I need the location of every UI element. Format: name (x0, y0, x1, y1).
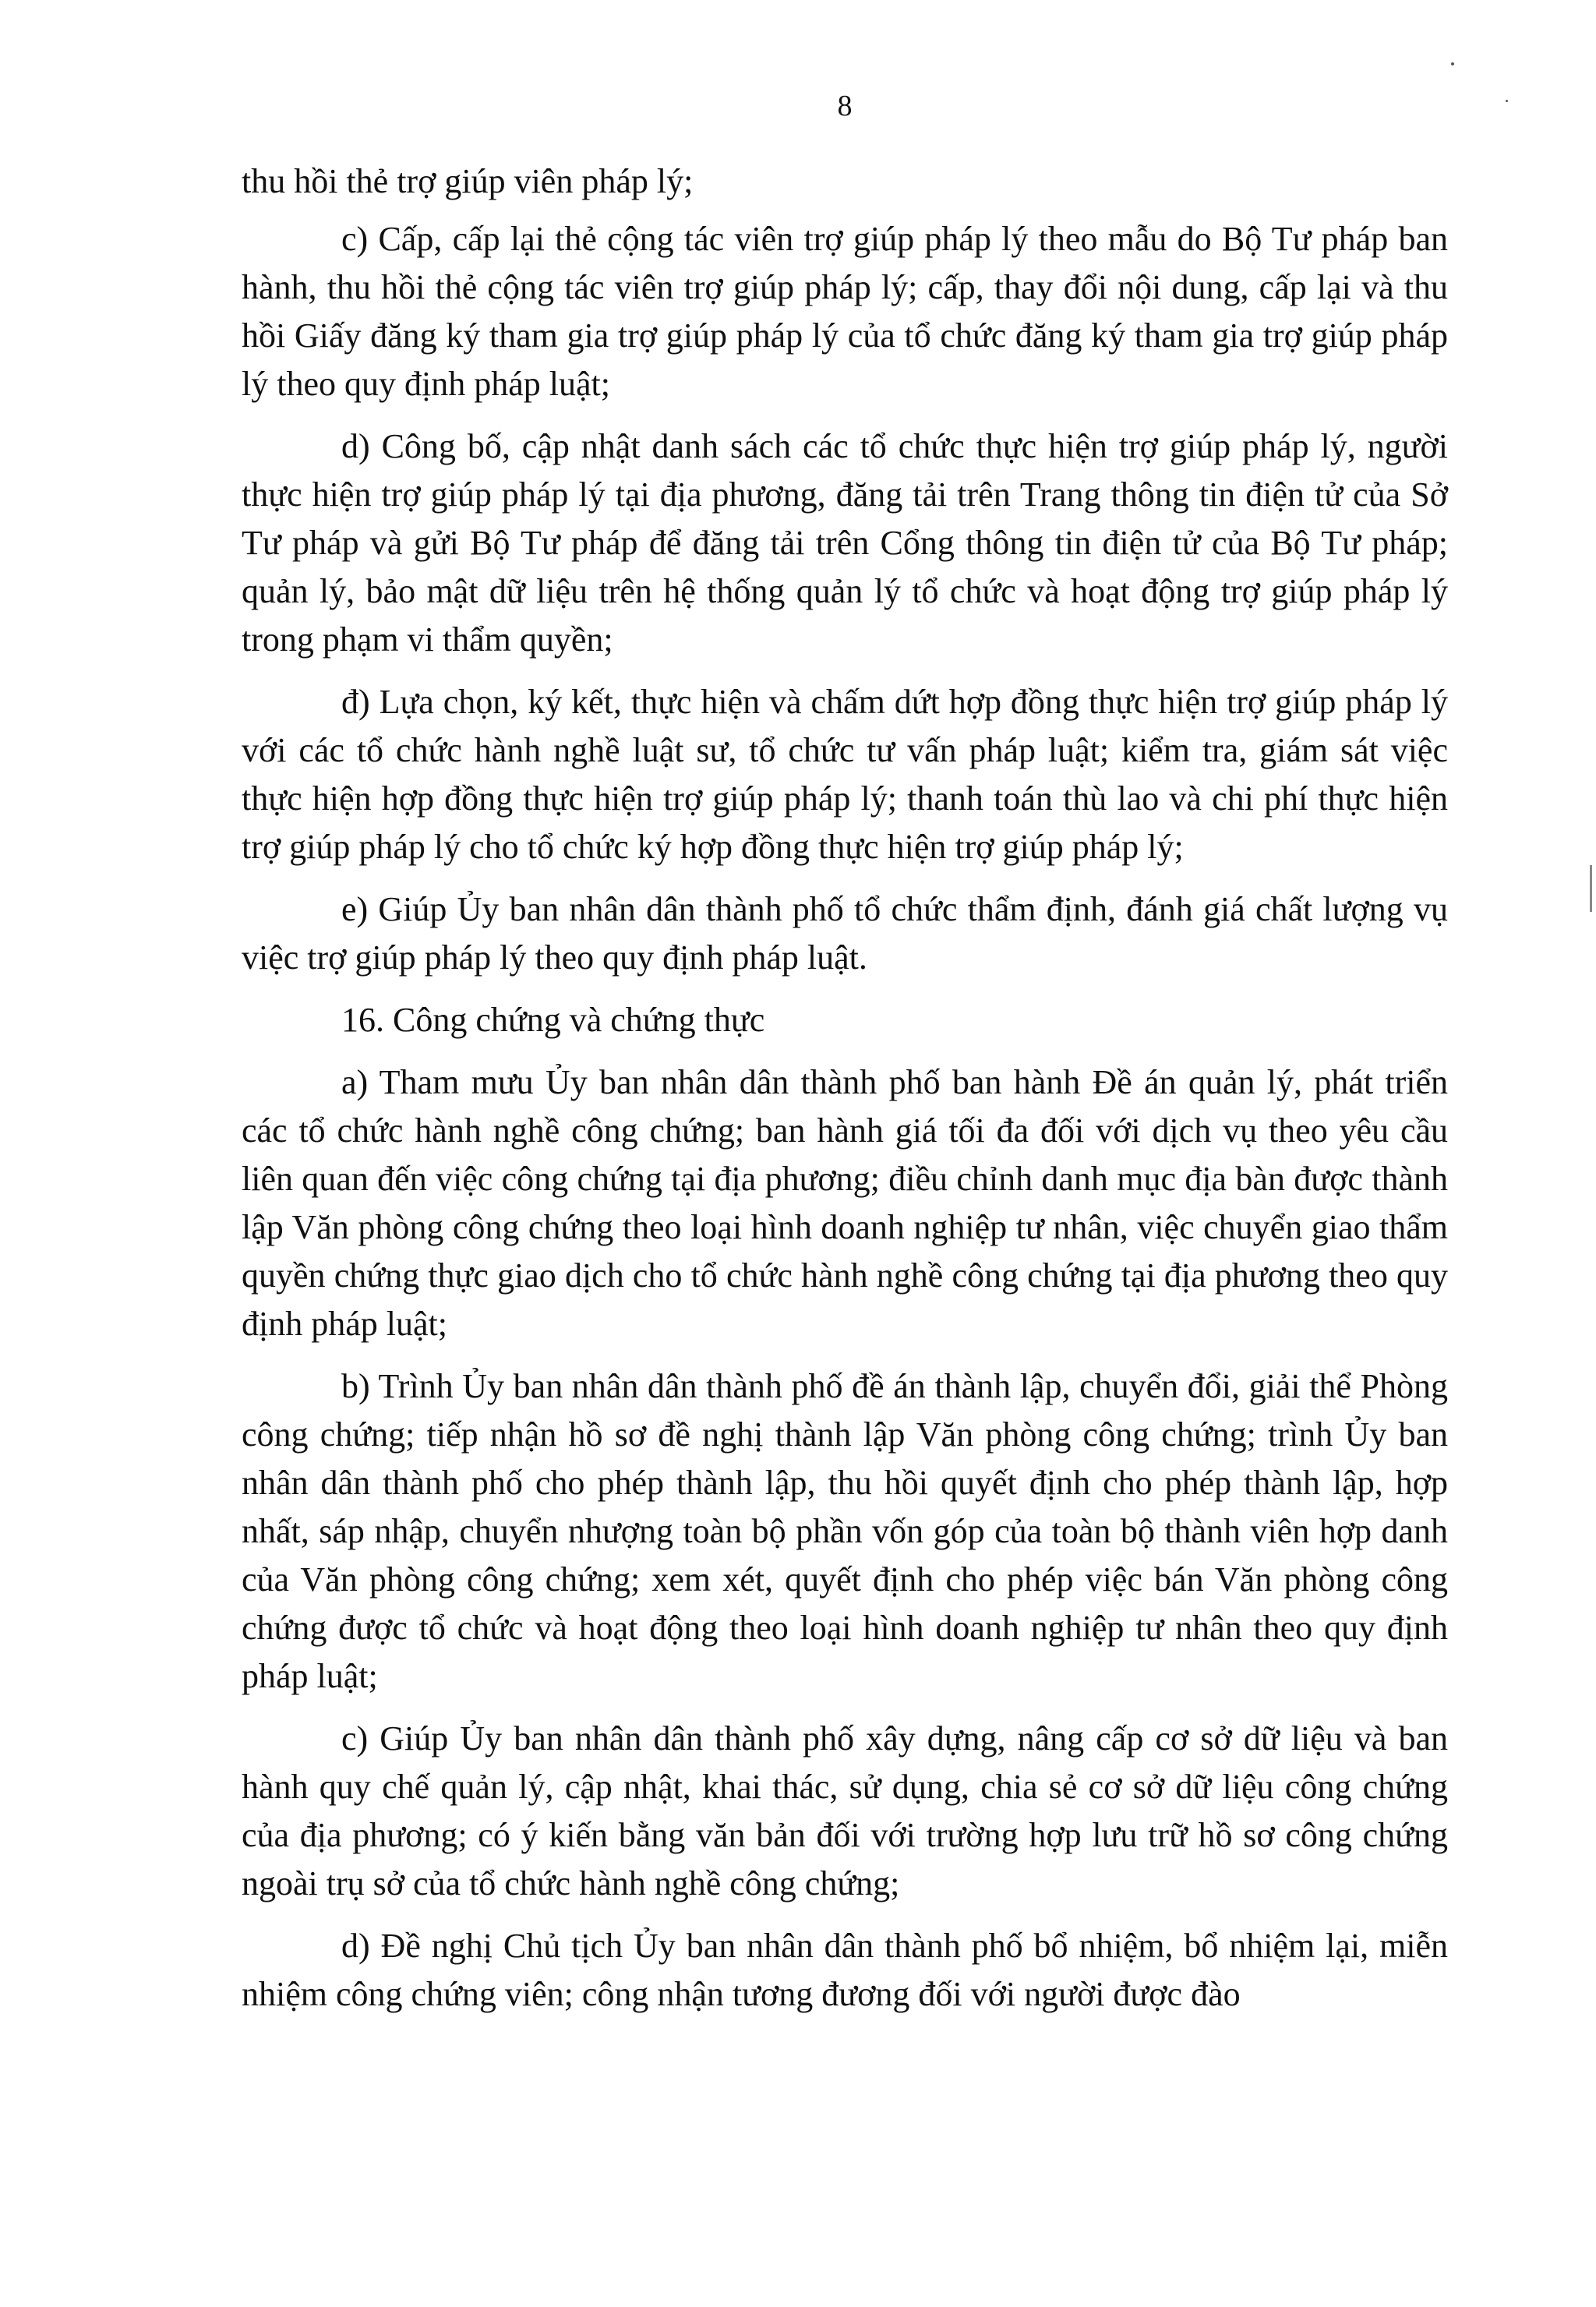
paragraph-d-publish-list: d) Công bố, cập nhật danh sách các tổ chức thực hiện trợ giúp pháp lý, người thực hiện trợ giúp pháp lý tại địa phương, đăng tải trên Trang thông tin điện tử của Sở Tư pháp và gửi Bộ Tư pháp để đăng tải trên Cổng thông tin điện tử của Bộ Tư pháp; quản lý, bảo mật dữ liệu trên hệ thống quản lý tổ chức và hoạt động trợ giúp pháp lý trong phạm vi thẩm quyền; (242, 427, 1448, 659)
scan-speck (1451, 62, 1454, 65)
page-number: 8 (837, 90, 853, 122)
paragraph-c-legal-aid-cards: c) Cấp, cấp lại thẻ cộng tác viên trợ giúp pháp lý theo mẫu do Bộ Tư pháp ban hành, thu hồi thẻ cộng tác viên trợ giúp pháp lý; cấp, thay đổi nội dung, cấp lại và thu hồi Giấy đăng ký tham gia trợ giúp pháp lý của tổ chức đăng ký tham gia trợ giúp pháp lý theo quy định pháp luật; (242, 220, 1448, 403)
paragraph-a-notary-plan: a) Tham mưu Ủy ban nhân dân thành phố ban hành Đề án quản lý, phát triển các tổ chức hành nghề công chứng; ban hành giá tối đa đối với dịch vụ theo yêu cầu liên quan đến việc công chứng tại địa phương; điều chỉnh danh mục địa bàn được thành lập Văn phòng công chứng theo loại hình doanh nghiệp tư nhân, việc chuyển giao thẩm quyền chứng thực giao dịch cho tổ chức hành nghề công chứng tại địa phương theo quy định pháp luật; (242, 1063, 1448, 1343)
paragraph-d-notary-appointment: d) Đề nghị Chủ tịch Ủy ban nhân dân thành phố bổ nhiệm, bổ nhiệm lại, miễn nhiệm công chứng viên; công nhận tương đương đối với người được đào (242, 1927, 1448, 2013)
paragraph-continuation: thu hồi thẻ trợ giúp viên pháp lý; (242, 162, 694, 200)
body-text (242, 157, 1448, 2033)
scan-speck (1590, 865, 1592, 912)
paragraph-e-quality-assessment: e) Giúp Ủy ban nhân dân thành phố tổ chức thẩm định, đánh giá chất lượng vụ việc trợ giúp pháp lý theo quy định pháp luật. (242, 890, 1448, 977)
section-heading-notarization: 16. Công chứng và chứng thực (341, 1001, 765, 1039)
paragraph-c-notary-database: c) Giúp Ủy ban nhân dân thành phố xây dựng, nâng cấp cơ sở dữ liệu và ban hành quy chế quản lý, cập nhật, khai thác, sử dụng, chia sẻ cơ sở dữ liệu công chứng của địa phương; có ý kiến bằng văn bản đối với trường hợp lưu trữ hồ sơ công chứng ngoài trụ sở của tổ chức hành nghề công chứng; (242, 1719, 1448, 1902)
scan-speck (1506, 100, 1508, 102)
paragraph-dd-contracts: đ) Lựa chọn, ký kết, thực hiện và chấm dứt hợp đồng thực hiện trợ giúp pháp lý với các tổ chức hành nghề luật sư, tổ chức tư vấn pháp luật; kiểm tra, giám sát việc thực hiện hợp đồng thực hiện trợ giúp pháp lý; thanh toán thù lao và chi phí thực hiện trợ giúp pháp lý cho tổ chức ký hợp đồng thực hiện trợ giúp pháp lý; (242, 683, 1448, 866)
paragraph-b-notary-office: b) Trình Ủy ban nhân dân thành phố đề án thành lập, chuyển đổi, giải thể Phòng công chứng; tiếp nhận hồ sơ đề nghị thành lập Văn phòng công chứng; trình Ủy ban nhân dân thành phố cho phép thành lập, thu hồi quyết định cho phép thành lập, hợp nhất, sáp nhập, chuyển nhượng toàn bộ phần vốn góp của toàn bộ thành viên hợp danh của Văn phòng công chứng; xem xét, quyết định cho phép việc bán Văn phòng công chứng được tổ chức và hoạt động theo loại hình doanh nghiệp tư nhân theo quy định pháp luật; (242, 1367, 1448, 1695)
